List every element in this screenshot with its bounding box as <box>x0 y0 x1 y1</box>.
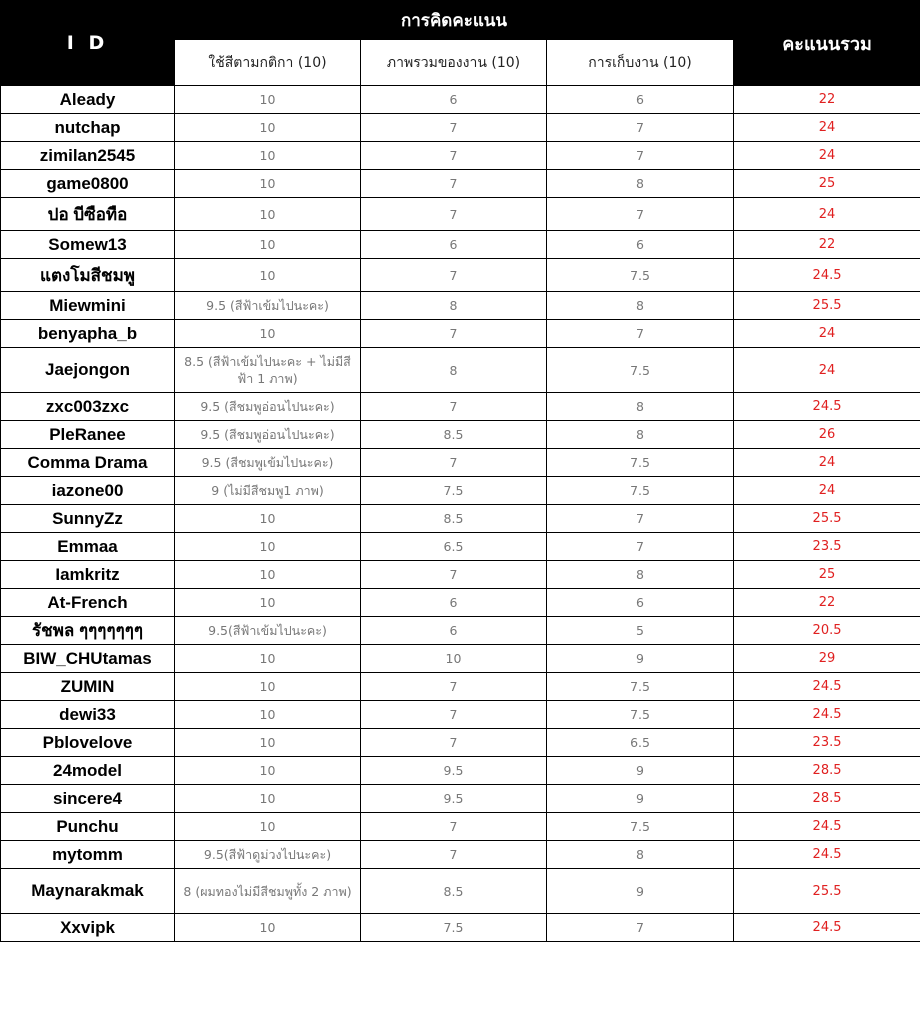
table-body <box>1 86 920 942</box>
cell-overall-score: 7 <box>361 561 547 589</box>
cell-finish-score: 7.5 <box>547 348 734 393</box>
cell-color-score: 10 <box>175 729 361 757</box>
cell-overall-score: 7 <box>361 813 547 841</box>
cell-color-score: 10 <box>175 914 361 942</box>
cell-participant-id: Comma Drama <box>1 449 175 477</box>
cell-total-score: 24.5 <box>734 813 920 841</box>
cell-overall-score: 7 <box>361 841 547 869</box>
cell-overall-score: 8.5 <box>361 505 547 533</box>
cell-finish-score: 9 <box>547 757 734 785</box>
cell-color-score: 10 <box>175 813 361 841</box>
cell-overall-score: 7 <box>361 320 547 348</box>
cell-participant-id: ZUMIN <box>1 673 175 701</box>
cell-finish-score: 9 <box>547 645 734 673</box>
cell-finish-score: 7.5 <box>547 259 734 292</box>
cell-total-score: 22 <box>734 231 920 259</box>
cell-participant-id: nutchap <box>1 114 175 142</box>
cell-color-score: 9.5 (สีชมพูอ่อนไปนะคะ) <box>175 421 361 449</box>
table-row <box>1 589 920 617</box>
cell-total-score: 24.5 <box>734 673 920 701</box>
cell-total-score: 26 <box>734 421 920 449</box>
cell-finish-score: 8 <box>547 421 734 449</box>
cell-participant-id: benyapha_b <box>1 320 175 348</box>
header-criterion-overall: ภาพรวมของงาน (10) <box>361 40 547 86</box>
table-row <box>1 142 920 170</box>
cell-finish-score: 7.5 <box>547 813 734 841</box>
cell-total-score: 25 <box>734 561 920 589</box>
cell-overall-score: 8.5 <box>361 421 547 449</box>
cell-overall-score: 9.5 <box>361 757 547 785</box>
cell-overall-score: 9.5 <box>361 785 547 813</box>
cell-overall-score: 7 <box>361 114 547 142</box>
cell-finish-score: 6 <box>547 589 734 617</box>
header-total: คะแนนรวม <box>734 1 920 86</box>
cell-overall-score: 6 <box>361 589 547 617</box>
table-row <box>1 673 920 701</box>
cell-participant-id: mytomm <box>1 841 175 869</box>
cell-color-score: 9.5 (สีฟ้าเข้มไปนะคะ) <box>175 292 361 320</box>
cell-overall-score: 7 <box>361 198 547 231</box>
cell-color-score: 10 <box>175 589 361 617</box>
cell-participant-id: แตงโมสีชมพู <box>1 259 175 292</box>
table-row <box>1 114 920 142</box>
table-row <box>1 348 920 393</box>
cell-participant-id: รัชพล ๆๆๆๆๆๆๆ <box>1 617 175 645</box>
table-row <box>1 320 920 348</box>
cell-total-score: 24 <box>734 114 920 142</box>
cell-overall-score: 8 <box>361 292 547 320</box>
cell-overall-score: 8.5 <box>361 869 547 914</box>
cell-finish-score: 7.5 <box>547 449 734 477</box>
cell-participant-id: ปอ บีซือทือ <box>1 198 175 231</box>
cell-overall-score: 7 <box>361 170 547 198</box>
cell-total-score: 24.5 <box>734 701 920 729</box>
cell-overall-score: 7 <box>361 393 547 421</box>
cell-finish-score: 8 <box>547 393 734 421</box>
cell-overall-score: 7.5 <box>361 477 547 505</box>
cell-finish-score: 7.5 <box>547 701 734 729</box>
cell-color-score: 9.5 (สีชมพูอ่อนไปนะคะ) <box>175 393 361 421</box>
cell-color-score: 10 <box>175 170 361 198</box>
cell-overall-score: 7 <box>361 142 547 170</box>
cell-total-score: 28.5 <box>734 757 920 785</box>
cell-finish-score: 7 <box>547 505 734 533</box>
cell-finish-score: 7 <box>547 320 734 348</box>
cell-total-score: 24.5 <box>734 393 920 421</box>
cell-participant-id: dewi33 <box>1 701 175 729</box>
cell-finish-score: 7 <box>547 533 734 561</box>
cell-overall-score: 6 <box>361 231 547 259</box>
cell-total-score: 22 <box>734 86 920 114</box>
table-row <box>1 198 920 231</box>
cell-total-score: 23.5 <box>734 729 920 757</box>
table-row <box>1 757 920 785</box>
cell-color-score: 8.5 (สีฟ้าเข้มไปนะคะ + ไม่มีสีฟ้า 1 ภาพ) <box>175 348 361 393</box>
cell-color-score: 10 <box>175 673 361 701</box>
cell-overall-score: 7 <box>361 729 547 757</box>
table-row <box>1 533 920 561</box>
cell-overall-score: 6 <box>361 617 547 645</box>
table-row <box>1 645 920 673</box>
table-row <box>1 813 920 841</box>
cell-finish-score: 9 <box>547 785 734 813</box>
cell-participant-id: Punchu <box>1 813 175 841</box>
cell-color-score: 10 <box>175 86 361 114</box>
cell-total-score: 23.5 <box>734 533 920 561</box>
cell-color-score: 8 (ผมทองไม่มีสีชมพูทั้ง 2 ภาพ) <box>175 869 361 914</box>
cell-color-score: 10 <box>175 701 361 729</box>
cell-finish-score: 7.5 <box>547 673 734 701</box>
table-row <box>1 561 920 589</box>
cell-finish-score: 6 <box>547 86 734 114</box>
cell-finish-score: 6 <box>547 231 734 259</box>
cell-total-score: 29 <box>734 645 920 673</box>
cell-total-score: 22 <box>734 589 920 617</box>
table-row <box>1 421 920 449</box>
table-row <box>1 170 920 198</box>
cell-participant-id: Pblovelove <box>1 729 175 757</box>
cell-finish-score: 8 <box>547 170 734 198</box>
table-row <box>1 259 920 292</box>
cell-color-score: 10 <box>175 114 361 142</box>
table-row <box>1 785 920 813</box>
cell-finish-score: 8 <box>547 841 734 869</box>
cell-color-score: 10 <box>175 142 361 170</box>
cell-color-score: 9.5(สีฟ้าเข้มไปนะคะ) <box>175 617 361 645</box>
cell-participant-id: At-French <box>1 589 175 617</box>
table-row <box>1 86 920 114</box>
cell-finish-score: 7 <box>547 198 734 231</box>
cell-participant-id: Miewmini <box>1 292 175 320</box>
cell-participant-id: 24model <box>1 757 175 785</box>
cell-color-score: 10 <box>175 259 361 292</box>
cell-total-score: 28.5 <box>734 785 920 813</box>
cell-participant-id: BIW_CHUtamas <box>1 645 175 673</box>
cell-overall-score: 7 <box>361 701 547 729</box>
cell-total-score: 24 <box>734 477 920 505</box>
cell-color-score: 10 <box>175 645 361 673</box>
cell-participant-id: sincere4 <box>1 785 175 813</box>
cell-total-score: 24 <box>734 348 920 393</box>
cell-total-score: 25 <box>734 170 920 198</box>
cell-overall-score: 7.5 <box>361 914 547 942</box>
cell-color-score: 10 <box>175 505 361 533</box>
cell-total-score: 25.5 <box>734 869 920 914</box>
table-row <box>1 869 920 914</box>
cell-finish-score: 8 <box>547 292 734 320</box>
cell-finish-score: 7 <box>547 142 734 170</box>
cell-participant-id: Xxvipk <box>1 914 175 942</box>
table-row <box>1 617 920 645</box>
cell-finish-score: 7 <box>547 914 734 942</box>
cell-overall-score: 8 <box>361 348 547 393</box>
cell-participant-id: game0800 <box>1 170 175 198</box>
cell-finish-score: 6.5 <box>547 729 734 757</box>
cell-total-score: 24 <box>734 142 920 170</box>
cell-finish-score: 5 <box>547 617 734 645</box>
table-row <box>1 914 920 942</box>
cell-color-score: 10 <box>175 320 361 348</box>
table-row <box>1 841 920 869</box>
cell-color-score: 9.5(สีฟ้าดูม่วงไปนะคะ) <box>175 841 361 869</box>
header-criterion-color: ใช้สีตามกติกา (10) <box>175 40 361 86</box>
header-scoring-group: การคิดคะแนน <box>175 1 734 40</box>
cell-participant-id: Aleady <box>1 86 175 114</box>
cell-total-score: 25.5 <box>734 505 920 533</box>
cell-participant-id: Emmaa <box>1 533 175 561</box>
cell-total-score: 24 <box>734 320 920 348</box>
cell-participant-id: iazone00 <box>1 477 175 505</box>
table-row <box>1 701 920 729</box>
table-row <box>1 729 920 757</box>
cell-total-score: 20.5 <box>734 617 920 645</box>
cell-participant-id: Maynarakmak <box>1 869 175 914</box>
cell-participant-id: PleRanee <box>1 421 175 449</box>
table-row <box>1 505 920 533</box>
cell-color-score: 9 (ไม่มีสีชมพู1 ภาพ) <box>175 477 361 505</box>
cell-total-score: 24.5 <box>734 841 920 869</box>
cell-overall-score: 7 <box>361 449 547 477</box>
table-row <box>1 477 920 505</box>
cell-participant-id: zxc003zxc <box>1 393 175 421</box>
cell-participant-id: zimilan2545 <box>1 142 175 170</box>
header-id: I D <box>1 1 175 86</box>
cell-color-score: 10 <box>175 561 361 589</box>
cell-total-score: 24.5 <box>734 259 920 292</box>
table-row <box>1 292 920 320</box>
table-row <box>1 449 920 477</box>
cell-color-score: 10 <box>175 533 361 561</box>
cell-total-score: 25.5 <box>734 292 920 320</box>
table-row <box>1 231 920 259</box>
cell-finish-score: 9 <box>547 869 734 914</box>
cell-finish-score: 7.5 <box>547 477 734 505</box>
cell-total-score: 24.5 <box>734 914 920 942</box>
cell-total-score: 24 <box>734 449 920 477</box>
cell-total-score: 24 <box>734 198 920 231</box>
cell-overall-score: 10 <box>361 645 547 673</box>
table-header <box>1 1 920 86</box>
cell-participant-id: Jaejongon <box>1 348 175 393</box>
cell-overall-score: 7 <box>361 673 547 701</box>
cell-color-score: 10 <box>175 785 361 813</box>
cell-color-score: 10 <box>175 757 361 785</box>
cell-overall-score: 6.5 <box>361 533 547 561</box>
cell-color-score: 9.5 (สีชมพูเข้มไปนะคะ) <box>175 449 361 477</box>
cell-participant-id: SunnyZz <box>1 505 175 533</box>
cell-finish-score: 7 <box>547 114 734 142</box>
cell-finish-score: 8 <box>547 561 734 589</box>
cell-participant-id: Somew13 <box>1 231 175 259</box>
cell-overall-score: 6 <box>361 86 547 114</box>
cell-color-score: 10 <box>175 231 361 259</box>
cell-participant-id: Iamkritz <box>1 561 175 589</box>
header-criterion-finish: การเก็บงาน (10) <box>547 40 734 86</box>
cell-color-score: 10 <box>175 198 361 231</box>
table-row <box>1 393 920 421</box>
cell-overall-score: 7 <box>361 259 547 292</box>
